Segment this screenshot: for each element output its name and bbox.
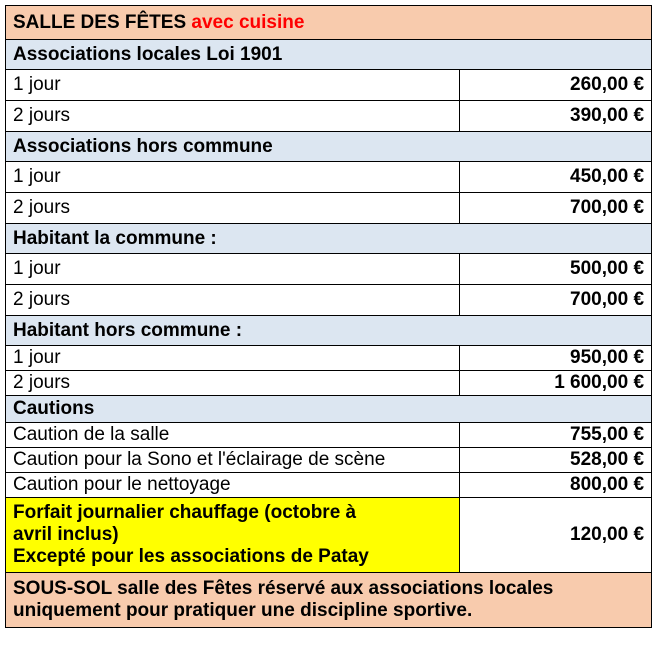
row-price: 260,00 € (460, 70, 652, 101)
row-label: 2 jours (6, 101, 460, 132)
footer-line-2: uniquement pour pratiquer une discipline sportive. (13, 600, 473, 621)
row-label: 2 jours (6, 285, 460, 316)
row-label: 1 jour (6, 254, 460, 285)
table-row (6, 285, 652, 316)
row-price: 700,00 € (460, 193, 652, 224)
table-row (6, 448, 652, 473)
table-row (6, 101, 652, 132)
row-price: 390,00 € (460, 101, 652, 132)
section-header-row (6, 224, 652, 254)
section-heading: Habitant la commune : (6, 224, 652, 254)
section-heading: Associations locales Loi 1901 (6, 40, 652, 70)
section-heading: Habitant hors commune : (6, 316, 652, 346)
section-header-row (6, 40, 652, 70)
row-price: 700,00 € (460, 285, 652, 316)
row-label: 1 jour (6, 162, 460, 193)
row-price: 800,00 € (460, 473, 652, 498)
row-price: 1 600,00 € (460, 371, 652, 396)
heating-row (6, 498, 652, 573)
section-header-row (6, 132, 652, 162)
section-heading: Associations hors commune (6, 132, 652, 162)
table-title (6, 6, 652, 40)
footer-note (6, 573, 652, 628)
row-label: Caution pour la Sono et l'éclairage de scène (6, 448, 460, 473)
table-row (6, 162, 652, 193)
row-price: 755,00 € (460, 423, 652, 448)
row-label: 1 jour (6, 346, 460, 371)
heating-line-3: Excepté pour les associations de Patay (13, 546, 369, 567)
row-label: 2 jours (6, 371, 460, 396)
row-label: Caution de la salle (6, 423, 460, 448)
heating-line-1: Forfait journalier chauffage (octobre à (13, 502, 357, 523)
footer-line-1: SOUS-SOL salle des Fêtes réservé aux associations locales (13, 578, 554, 599)
row-price: 950,00 € (460, 346, 652, 371)
heating-label (6, 498, 460, 573)
table-row (6, 254, 652, 285)
row-label: 1 jour (6, 70, 460, 101)
title-main: SALLE DES FÊTES (13, 11, 187, 33)
section-header-row (6, 316, 652, 346)
row-price: 500,00 € (460, 254, 652, 285)
row-price: 450,00 € (460, 162, 652, 193)
table-row (6, 473, 652, 498)
table-row (6, 371, 652, 396)
table-row (6, 193, 652, 224)
row-label: 2 jours (6, 193, 460, 224)
title-accent: avec cuisine (191, 11, 305, 33)
title-row (6, 6, 652, 40)
heating-line-2: avril inclus) (13, 524, 119, 545)
table-row (6, 70, 652, 101)
table-row (6, 346, 652, 371)
table-row (6, 423, 652, 448)
section-heading: Cautions (6, 396, 652, 423)
footer-row (6, 573, 652, 628)
row-price: 528,00 € (460, 448, 652, 473)
heating-price: 120,00 € (460, 498, 652, 573)
pricing-table (5, 5, 652, 628)
row-label: Caution pour le nettoyage (6, 473, 460, 498)
section-header-row (6, 396, 652, 423)
